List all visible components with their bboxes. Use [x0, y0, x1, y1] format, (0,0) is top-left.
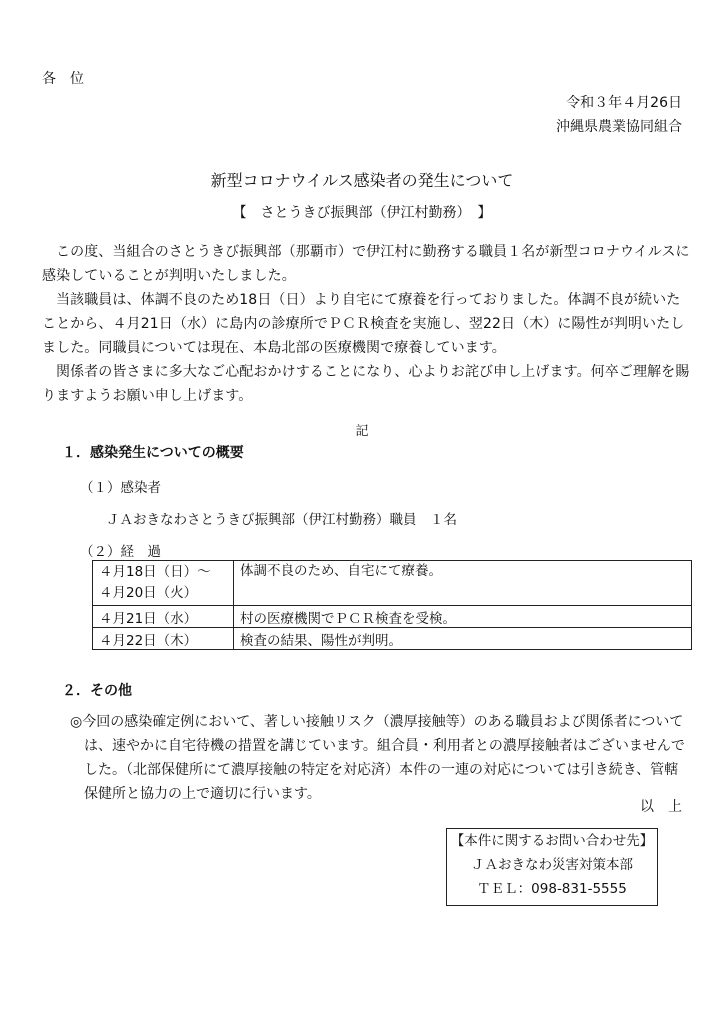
timeline-date: ４月21日（水）: [93, 606, 234, 628]
intro-paragraph-3: 関係者の皆さまに多大なご心配おかけすることになり、心よりお詫び申し上げます。何卒ご理解を賜りますようお願い申し上げます。: [42, 364, 690, 404]
table-row: [93, 606, 692, 628]
timeline-event: 村の医療機関でＰＣＲ検査を受検。: [234, 606, 692, 628]
intro-paragraph-2: 当該職員は、体調不良のため18日（日）より自宅にて療養を行っておりました。体調不良が続いたことから、４月21日（水）に島内の診療所でＰＣＲ検査を実施し、翌22日（木）に陽性が判明いたしました。同職員については現在、本島北部の医療機関で療養しています。: [42, 292, 685, 356]
table-row: [93, 628, 692, 650]
contact-box: [446, 828, 658, 906]
timeline-event: 体調不良のため、自宅にて療養。: [234, 561, 692, 606]
table-row: [93, 561, 692, 606]
timeline-table: [92, 560, 692, 650]
timeline-date: ４月22日（木）: [93, 628, 234, 650]
infected-label: （１）感染者: [80, 480, 161, 496]
timeline-date: ４月18日（日）～: [99, 564, 211, 580]
contact-department: ＪＡおきなわ災害対策本部: [471, 857, 633, 873]
progress-label: （２）経 過: [80, 544, 161, 560]
document-title: 新型コロナウイルス感染者の発生について: [210, 171, 514, 190]
addressee: 各 位: [42, 71, 84, 87]
contact-tel: ＴＥＬ：098-831-5555: [477, 881, 627, 897]
organization-name: 沖縄県農業協同組合: [556, 119, 682, 135]
timeline-event: 検査の結果、陽性が判明。: [234, 628, 692, 650]
section1-heading: １．感染発生についての概要: [62, 445, 244, 461]
timeline-date: ４月20日（火）: [99, 585, 198, 601]
infected-value: ＪＡおきなわさとうきび振興部（伊江村勤務）職員 １名: [106, 512, 457, 528]
section2-body: ◎今回の感染確定例において、著しい接触リスク（濃厚接触等）のある職員および関係者については、速やかに自宅待機の措置を講じています。組合員・利用者との濃厚接触者はございませんでした。（北部保健所にて濃厚接触の特定を対応済）本件の一連の対応については引き続き、管轄保健所と協力の上で適切に行います。: [70, 714, 685, 802]
issue-date: 令和３年４月26日: [566, 95, 682, 111]
intro-paragraph-1: この度、当組合のさとうきび振興部（那覇市）で伊江村に勤務する職員１名が新型コロナウイルスに感染していることが判明いたしました。: [42, 244, 690, 284]
contact-title: 【本件に関するお問い合わせ先】: [450, 833, 654, 849]
closing-mark: 以 上: [640, 799, 682, 815]
document-subtitle: 【 さとうきび振興部（伊江村勤務） 】: [232, 205, 492, 221]
timeline-date-cell: [93, 561, 234, 606]
ki-mark: 記: [355, 424, 369, 439]
section2-heading: ２．その他: [62, 683, 132, 699]
